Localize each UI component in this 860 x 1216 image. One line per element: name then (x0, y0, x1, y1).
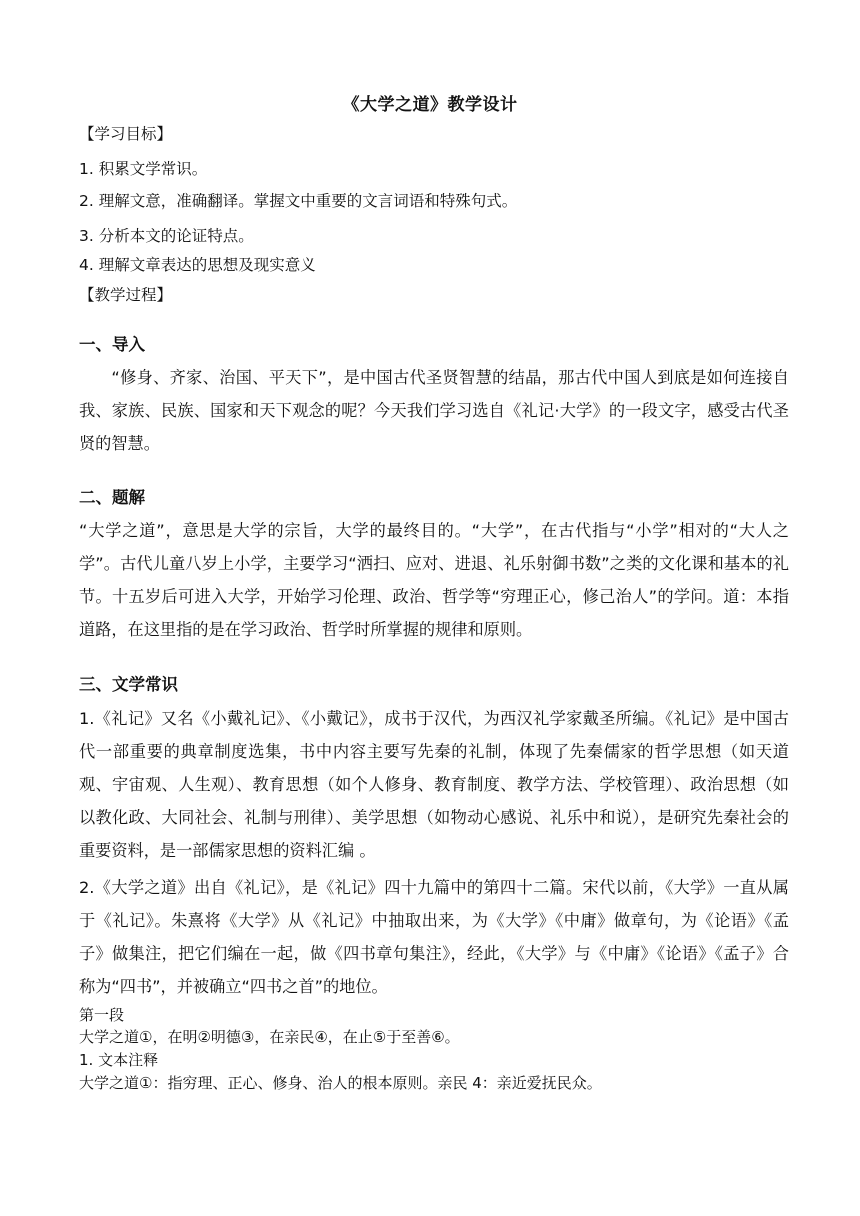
section-intro-text: “修身、齐家、治国、平天下”，是中国古代圣贤智慧的结晶，那古代中国人到底是如何连接自我、家族、民族、国家和天下观念的呢？今天我们学习选自《礼记·大学》的一段文字，感受古代圣贤的智慧。 (79, 368, 789, 453)
original-text-line: 大学之道①，在明②明德③，在亲民④，在止⑤于至善⑥。 (79, 1028, 460, 1046)
note-line-1: 大学之道①：指穷理、正心、修身、治人的根本原则。亲民 4：亲近爱抚民众。 (79, 1074, 602, 1092)
objective-item-3: 3. 分析本文的论证特点。 (79, 227, 254, 245)
document-title: 《大学之道》教学设计 (342, 95, 518, 115)
segment-label: 第一段 (79, 1006, 125, 1024)
objective-item-4: 4. 理解文章表达的思想及现实意义 (79, 256, 316, 274)
literature-paragraph-2: 2.《大学之道》出自《礼记》，是《礼记》四十九篇中的第四十二篇。宋代以前，《大学》一直从属于《礼记》。朱熹将《大学》从《礼记》中抽取出来，为《大学》《中庸》做章句，为《论语》《孟子》做集注，把它们编在一起，做《四书章句集注》，经此，《大学》与《中庸》《论语》《孟子》合称为“四书”，并被确立“四书之首”的地位。 (79, 878, 789, 996)
section-heading-intro: 一、导入 (79, 335, 145, 354)
objective-item-1: 1. 积累文学常识。 (79, 160, 208, 178)
objective-item-2: 2. 理解文意，准确翻译。掌握文中重要的文言词语和特殊句式。 (79, 192, 518, 210)
literature-paragraph-1: 1.《礼记》又名《小戴礼记》、《小戴记》，成书于汉代，为西汉礼学家戴圣所编。《礼记》是中国古代一部重要的典章制度选集，书中内容主要写先秦的礼制，体现了先秦儒家的哲学思想（如天道观、宇宙观、人生观）、教育思想（如个人修身、教育制度、教学方法、学校管理）、政治思想（如以教化政、大同社会、礼制与刑律）、美学思想（如物动心感说、礼乐中和说），是研究先秦社会的重要资料，是一部儒家思想的资料汇编 。 (79, 709, 789, 860)
section-heading-explanation: 二、题解 (79, 488, 145, 507)
section-explanation-text: “大学之道”，意思是大学的宗旨，大学的最终目的。“大学”，在古代指与“小学”相对的“大人之学”。古代儿童八岁上小学，主要学习“洒扫、应对、进退、礼乐射御书数”之类的文化课和基本的礼节。十五岁后可进入大学，开始学习伦理、政治、哲学等“穷理正心，修己治人”的学问。道：本指道路，在这里指的是在学习政治、哲学时所掌握的规律和原则。 (79, 521, 789, 639)
objectives-header: 【学习目标】 (79, 125, 173, 143)
section-heading-literature: 三、文学常识 (79, 675, 178, 694)
notes-title: 1. 文本注释 (79, 1051, 159, 1069)
process-header: 【教学过程】 (79, 286, 173, 304)
